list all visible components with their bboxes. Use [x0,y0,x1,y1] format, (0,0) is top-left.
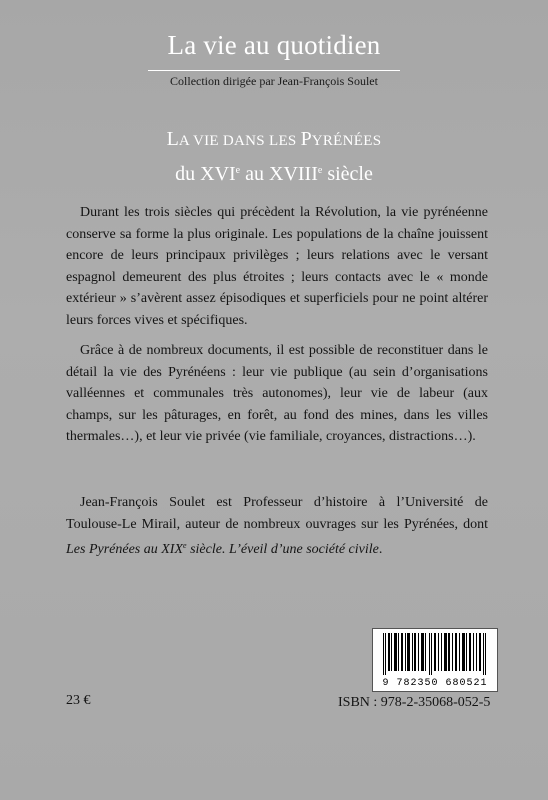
title-siecle: siècle [322,163,373,185]
author-end: . [378,542,383,557]
author-work-sup: e [183,541,187,550]
book-title [0,124,548,189]
author-paragraph [66,492,488,561]
summary [66,202,488,457]
title-cap-p: P [300,128,312,150]
title-sup-2: e [317,165,323,176]
title-du: du XVI [175,163,236,185]
title-smallcaps-1: A VIE DANS LES [178,133,301,149]
series-title: La vie au quotidien [167,30,381,60]
author-text: Jean-François Soulet est Professeur d’histoire à l’Université de Toulouse-Le Mirail, auteur de nombreux ouvrages sur les Pyrénées, dont [66,495,488,532]
summary-paragraph-1: Durant les trois siècles qui précèdent la Révolution, la vie pyrénéenne conserve sa forme la plus originale. Les populations de la chaîne jouissent encore de leurs principaux privilèges ; leurs relations avec le versant espagnol demeurent des plus étroites ; leurs contacts avec le « monde extérieur » s’avèrent assez épisodiques et superficiels pour ne point altérer leurs forces vives et spécifiques. [66,205,488,328]
author-work-b: siècle. L’éveil d’une société civile [186,542,379,557]
book-title-line1 [0,124,548,156]
price: 23 € [66,693,91,708]
barcode-digits: 9 782350 680521 [382,678,488,689]
title-sup-1: e [235,165,241,176]
author-work-title [66,542,379,557]
series-editor: Collection dirigée par Jean-François Soulet [170,74,378,88]
summary-paragraph-2: Grâce à de nombreux documents, il est possible de reconstituer dans le détail la vie des Pyrénéens : leur vie publique (au sein d’organisations valléennes et communales très autonomes), leur vie de labeur (aux champs, sur les pâturages, en forêt, au fond des mines, dans les villes thermales…), et leur vie privée (vie familiale, croyances, distractions…). [66,343,488,444]
isbn: ISBN : 978-2-35068-052-5 [338,695,491,710]
barcode-bars-icon [379,633,491,675]
title-smallcaps-2: YRÉNÉES [311,133,382,149]
title-au: au XVIII [240,163,318,185]
author-work-a: Les Pyrénées au XIX [66,542,184,557]
barcode [372,628,498,692]
author-bio [66,492,488,561]
title-cap-l: L [166,128,179,150]
book-title-line2 [0,156,548,189]
title-rule [148,70,400,71]
